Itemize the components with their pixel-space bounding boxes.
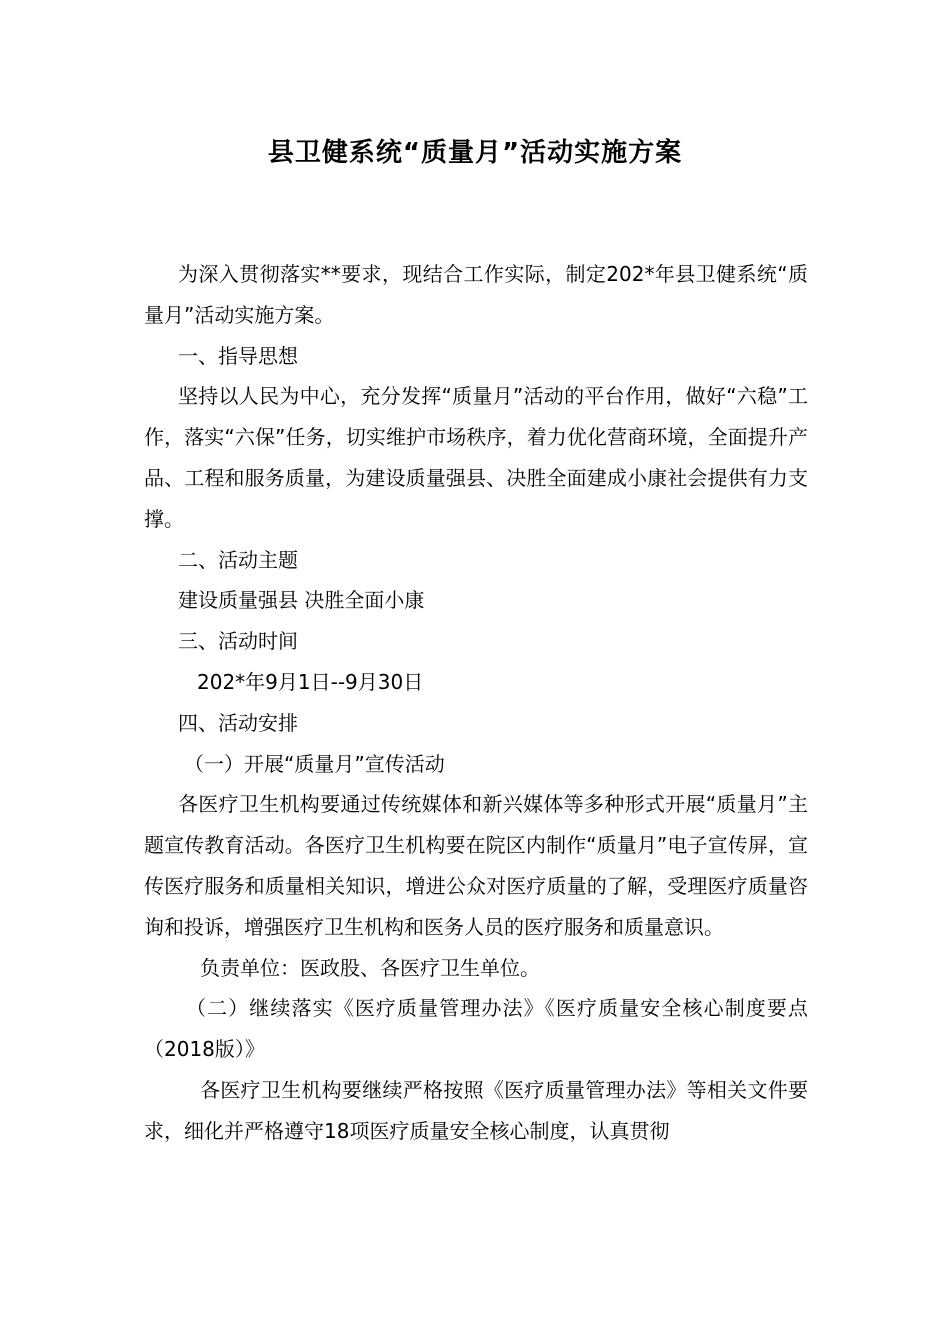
intro-paragraph: 为深入贯彻落实**要求，现结合工作实际，制定202*年县卫健系统“质量月”活动实施方案。 xyxy=(144,262,808,327)
section-heading-guiding-ideology: 一、指导思想 xyxy=(178,343,298,368)
subsection-heading-implementation: （二）继续落实《医疗质量管理办法》《医疗质量安全核心制度要点（2018版）》 xyxy=(144,996,808,1062)
section-heading-activity-theme: 二、活动主题 xyxy=(178,547,298,572)
subsection-heading-publicity: （一）开展“质量月”宣传活动 xyxy=(184,751,445,776)
section-heading-activity-arrangement: 四、活动安排 xyxy=(178,710,298,735)
responsible-unit-text: 负责单位：医政股、各医疗卫生单位。 xyxy=(200,955,540,980)
section-heading-activity-time: 三、活动时间 xyxy=(178,629,298,654)
activity-theme-text: 建设质量强县 决胜全面小康 xyxy=(178,588,425,613)
activity-time-text: 202*年9月1日--9月30日 xyxy=(197,669,424,694)
implementation-paragraph: 各医疗卫生机构要继续严格按照《医疗质量管理办法》等相关文件要求，细化并严格遵守18项医疗质量安全核心制度，认真贯彻 xyxy=(144,1077,808,1143)
document-body xyxy=(144,254,808,1152)
document-title: 县卫健系统“质量月”活动实施方案 xyxy=(267,138,683,168)
guiding-ideology-paragraph: 坚持以人民为中心，充分发挥“质量月”活动的平台作用，做好“六稳”工作，落实“六保”任务，切实维护市场秩序，着力优化营商环境，全面提升产品、工程和服务质量，为建设质量强县、决胜全面建成小康社会提供有力支撑。 xyxy=(144,384,808,531)
publicity-paragraph: 各医疗卫生机构要通过传统媒体和新兴媒体等多种形式开展“质量月”主题宣传教育活动。各医疗卫生机构要在院区内制作“质量月”电子宣传屏，宣传医疗服务和质量相关知识，增进公众对医疗质量的了解，受理医疗质量咨询和投诉，增强医疗卫生机构和医务人员的医疗服务和质量意识。 xyxy=(144,792,808,939)
